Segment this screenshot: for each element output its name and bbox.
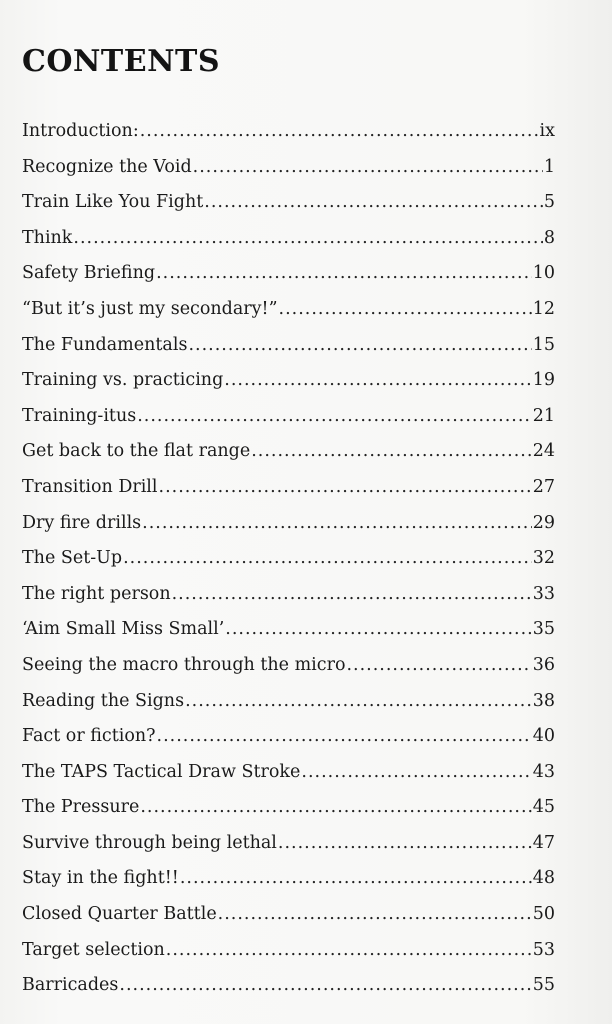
toc-entry-page-number: 24 (532, 441, 555, 462)
toc-entry-title: Fact or fiction? (22, 726, 156, 747)
toc-dot-leader (301, 755, 531, 791)
toc-entry-title: Barricades (22, 975, 119, 996)
toc-entry (22, 612, 555, 648)
table-of-contents (22, 114, 555, 1004)
toc-dot-leader (180, 861, 532, 897)
toc-entry (22, 256, 555, 292)
toc-dot-leader (156, 256, 532, 292)
toc-entry-title: Training-itus (22, 405, 137, 426)
toc-entry (22, 470, 555, 506)
toc-dot-leader (225, 612, 531, 648)
toc-entry (22, 541, 555, 577)
toc-dot-leader (159, 470, 532, 506)
toc-dot-leader (193, 150, 543, 186)
toc-entry (22, 328, 555, 364)
toc-entry-page-number: 38 (532, 690, 555, 711)
toc-dot-leader (251, 434, 532, 470)
toc-entry (22, 363, 555, 399)
toc-entry-page-number: 5 (543, 192, 555, 213)
toc-entry-page-number: 1 (543, 156, 555, 177)
toc-entry (22, 185, 555, 221)
toc-entry-title: Introduction: (22, 121, 139, 141)
toc-entry-page-number: 15 (532, 334, 555, 355)
toc-entry-title: The Fundamentals (22, 334, 188, 355)
toc-entry (22, 755, 555, 791)
toc-entry-title: The Set-Up (22, 548, 123, 569)
toc-entry-page-number: 12 (532, 298, 555, 319)
toc-entry-title: Survive through being lethal (22, 832, 277, 853)
toc-dot-leader (278, 826, 532, 862)
toc-entry-page-number: 48 (532, 868, 555, 889)
toc-entry-title: Target selection (22, 939, 165, 960)
toc-entry (22, 577, 555, 613)
toc-entry (22, 684, 555, 720)
toc-dot-leader (172, 577, 532, 613)
toc-dot-leader (166, 933, 532, 969)
toc-entry-page-number: 55 (532, 975, 555, 996)
toc-entry-page-number: 53 (532, 939, 555, 960)
toc-entry-title: The Pressure (22, 797, 140, 818)
toc-entry-title: Train Like You Fight (22, 192, 204, 213)
toc-entry-page-number: 29 (532, 512, 555, 533)
toc-entry (22, 968, 555, 1004)
toc-entry-page-number: 43 (532, 761, 555, 782)
toc-entry-page-number: 36 (532, 654, 555, 675)
toc-entry-title: “But it’s just my secondary!” (22, 298, 278, 319)
toc-entry-page-number: 19 (532, 370, 555, 391)
toc-entry (22, 861, 555, 897)
toc-entry-title: The TAPS Tactical Draw Stroke (22, 761, 301, 782)
toc-entry-page-number: 47 (532, 832, 555, 853)
toc-entry-title: Transition Drill (22, 476, 158, 497)
toc-dot-leader (73, 221, 542, 257)
toc-entry-title: Get back to the flat range (22, 441, 251, 462)
toc-entry-title: Seeing the macro through the micro (22, 654, 346, 675)
toc-entry-page-number: 35 (532, 619, 555, 640)
toc-entry-title: Stay in the fight!! (22, 868, 179, 889)
toc-entry (22, 897, 555, 933)
toc-entry (22, 790, 555, 826)
toc-dot-leader (218, 897, 532, 933)
toc-entry-title: The right person (22, 583, 171, 604)
toc-entry-title: Reading the Signs (22, 690, 185, 711)
toc-entry-title: Dry fire drills (22, 512, 142, 533)
toc-entry-title: Safety Briefing (22, 263, 156, 284)
toc-dot-leader (140, 114, 539, 150)
toc-entry-page-number: 21 (532, 405, 555, 426)
toc-entry-page-number: 50 (532, 904, 555, 925)
toc-entry-title: Training vs. practicing (22, 370, 224, 391)
toc-dot-leader (188, 328, 531, 364)
toc-entry (22, 114, 555, 150)
toc-entry-page-number: 40 (532, 726, 555, 747)
toc-entry (22, 933, 555, 969)
toc-entry (22, 719, 555, 755)
toc-entry (22, 506, 555, 542)
toc-entry (22, 399, 555, 435)
toc-entry (22, 826, 555, 862)
toc-entry-title: ‘Aim Small Miss Small’ (22, 619, 225, 640)
toc-entry (22, 292, 555, 328)
toc-entry (22, 150, 555, 186)
toc-dot-leader (224, 363, 531, 399)
toc-dot-leader (346, 648, 531, 684)
toc-entry-page-number: ix (539, 121, 555, 141)
toc-dot-leader (185, 684, 532, 720)
toc-entry-page-number: 32 (532, 548, 555, 569)
toc-entry-title: Think (22, 227, 73, 248)
toc-dot-leader (119, 968, 531, 1004)
toc-dot-leader (142, 506, 532, 542)
toc-entry (22, 221, 555, 257)
toc-entry-title: Closed Quarter Battle (22, 904, 217, 925)
toc-dot-leader (137, 399, 532, 435)
toc-entry-page-number: 27 (532, 476, 555, 497)
toc-dot-leader (279, 292, 532, 328)
contents-heading: CONTENTS (22, 44, 221, 79)
toc-entry-page-number: 10 (532, 263, 555, 284)
toc-entry-page-number: 33 (532, 583, 555, 604)
toc-entry-title: Recognize the Void (22, 156, 192, 177)
toc-entry-page-number: 45 (532, 797, 555, 818)
toc-dot-leader (140, 790, 531, 826)
toc-entry-page-number: 8 (543, 227, 555, 248)
toc-dot-leader (204, 185, 543, 221)
toc-entry (22, 648, 555, 684)
toc-dot-leader (123, 541, 532, 577)
toc-dot-leader (157, 719, 532, 755)
toc-entry (22, 434, 555, 470)
